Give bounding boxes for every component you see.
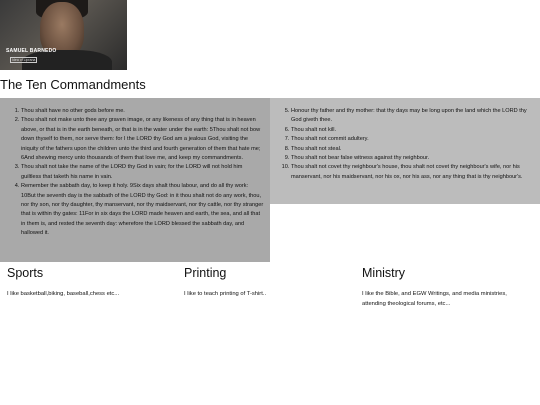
commandment-item: 6. Thou shalt not kill. [291,126,534,135]
commandments-right-column [270,98,540,204]
feature-title: Sports [7,266,44,280]
profile-photo [0,0,127,70]
photo-caption: SAMUEL BARNEDO [6,48,57,54]
commandment-item: 7. Thou shalt not commit adultery. [291,135,534,144]
commandment-item: 9. Thou shalt not bear false witness against thy neighbour. [291,154,534,163]
feature-title: Ministry [362,266,406,280]
feature-title: Printing [184,266,227,280]
feature-text: I like to teach printing of T-shirt.. [184,291,267,297]
feature-text: I like the Bible, and EGW Writings, and media ministries, attending theological forums, etc... [362,291,507,307]
photo-subcaption: Idea of Liprana [12,58,36,62]
commandment-item: 8. Thou shalt not steal. [291,145,534,154]
feature-sports [7,266,177,300]
feature-text: I like basketball,biking, baseball,chess etc... [7,291,120,297]
feature-printing [184,266,354,300]
feature-ministry [362,266,532,309]
commandment-item: 2. Thou shalt not make unto thee any graven image, or any likeness of any thing that is in heaven above, or that is in the earth beneath, or that is in the water under the earth: 5Thou shalt not bow down thyself to them, nor serve them: for I the LORD thy God am a jealous God, visiting the iniquity of the fathers upon the children unto the third and fourth generation of them that hate me; 6And shewing mercy unto thousands of them that love me, and keep my commandments. [21,116,264,163]
commandment-item: 5. Honour thy father and thy mother: that thy days may be long upon the land which the LORD thy God giveth thee. [291,107,534,126]
commandments-list-left [0,98,270,239]
commandment-item: 10. Thou shalt not covet thy neighbour's house, thou shalt not covet thy neighbour's wife, nor his manservant, nor his maidservant, nor his ox, nor his ass, nor any thing that is thy neighbour's. [291,163,534,182]
commandment-item: 4. Remember the sabbath day, to keep it holy. 9Six days shalt thou labour, and do all thy work: 10But the seventh day is the sabbath of the LORD thy God: in it thou shalt not do any work, thou, nor thy son, nor thy daughter, thy manservant, nor thy maidservant, nor thy cattle, nor thy stranger that is within thy gates: 11For in six days the LORD made heaven and earth, the sea, and all that in them is, and rested the seventh day: wherefore the LORD blessed the sabbath day, and hallowed it. [21,182,264,238]
page-title: The Ten Commandments [0,77,146,92]
commandments-list-right [270,98,540,182]
commandments-left-column [0,98,270,262]
commandment-item: 1. Thou shalt have no other gods before me. [21,107,264,116]
commandment-item: 3. Thou shalt not take the name of the LORD thy God in vain; for the LORD will not hold him guiltless that taketh his name in vain. [21,163,264,182]
